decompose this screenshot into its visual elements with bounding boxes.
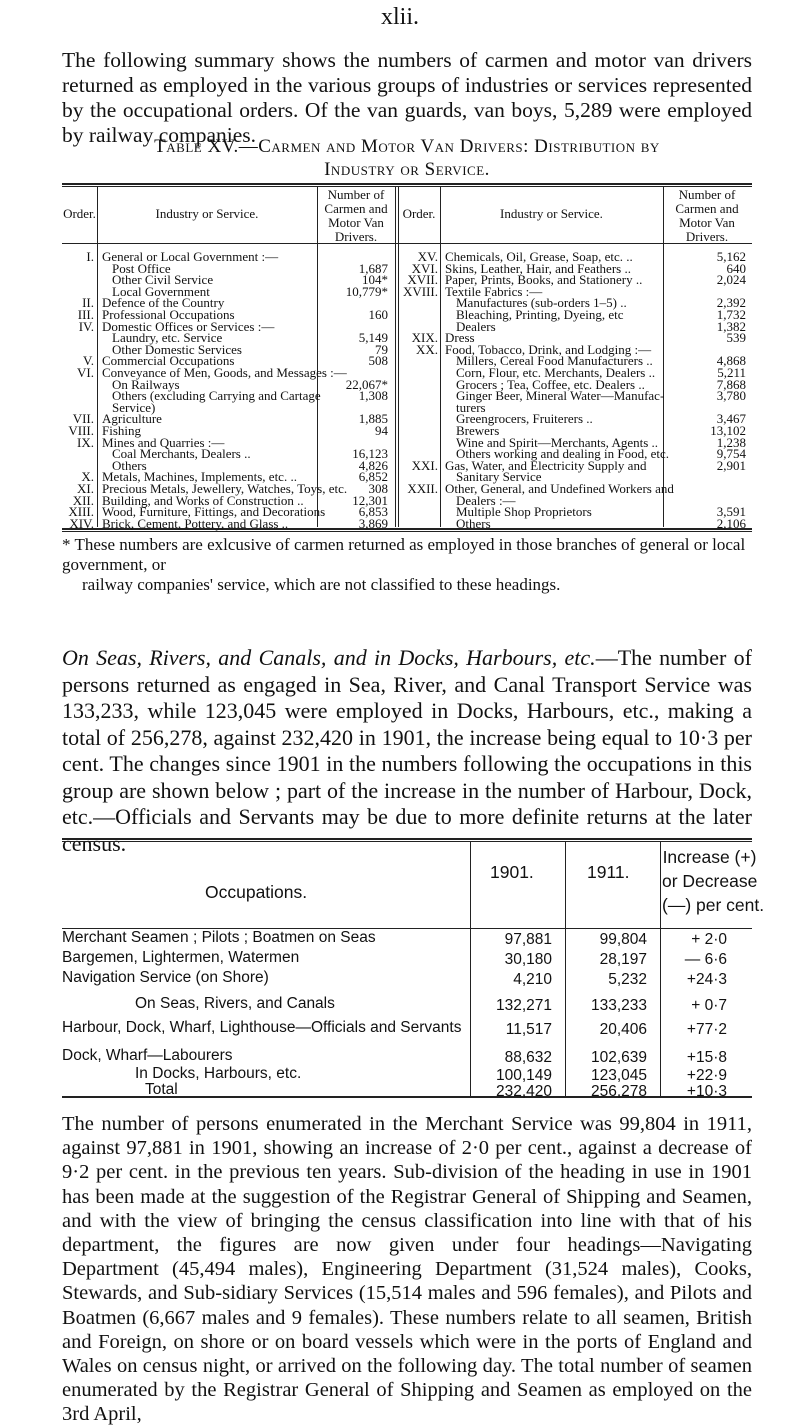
header-industry: Industry or Service.: [500, 206, 603, 221]
carmen-count: 1,885: [358, 411, 388, 427]
header-order: Order.: [402, 206, 436, 221]
table2-divider: [660, 842, 661, 1096]
order-numeral: XI.: [77, 481, 94, 496]
value-1901: 97,881: [504, 931, 552, 948]
industry-label: Agriculture: [102, 411, 162, 427]
order-numeral: XIV.: [69, 515, 94, 531]
table1-header-rule: [62, 243, 752, 244]
percent-change: + 0·7: [691, 997, 727, 1014]
industry-label: Building, and Works of Construction ..: [102, 492, 304, 508]
carmen-count: 2,392: [716, 295, 746, 311]
carmen-count: 94: [375, 423, 388, 438]
carmen-count: 7,868: [716, 376, 746, 392]
order-numeral: XXI.: [411, 457, 438, 473]
carmen-count: 2,024: [716, 272, 746, 288]
occupation-label: Harbour, Dock, Wharf, Lighthouse—Officials and Servants: [62, 1019, 462, 1036]
carmen-count: 22,067*: [345, 376, 388, 392]
value-1911: 20,406: [599, 1021, 647, 1038]
occupation-label: In Docks, Harbours, etc.: [135, 1065, 302, 1082]
industry-label: Other Domestic Services: [112, 341, 242, 357]
industry-label: Other, General, and Undefined Workers and: [445, 481, 674, 496]
carmen-count: 1,238: [716, 434, 746, 450]
industry-label: turers: [456, 399, 486, 415]
industry-label: General or Local Government :—: [102, 249, 279, 264]
carmen-count: 308: [368, 481, 388, 496]
occupation-label: On Seas, Rivers, and Canals: [135, 995, 335, 1012]
header-order: Order.: [63, 206, 96, 221]
order-numeral: XV.: [417, 249, 438, 264]
industry-label: Bleaching, Printing, Dyeing, etc: [456, 307, 624, 322]
page-number: xlii.: [380, 4, 419, 30]
industry-label: Coal Merchants, Dealers ..: [112, 446, 251, 462]
carmen-count: 4,826: [358, 457, 388, 473]
order-numeral: IX.: [77, 434, 94, 450]
value-1911: 123,045: [590, 1067, 647, 1084]
header-change: Increase (+) or Decrease (—) per cent.: [662, 847, 765, 915]
occupation-label: Total: [145, 1081, 178, 1098]
order-numeral: III.: [77, 307, 94, 322]
header-number: Number of Carmen and Motor Van Drivers.: [675, 187, 739, 244]
value-1911: 99,804: [599, 931, 647, 948]
header-1901: 1901.: [490, 862, 534, 882]
carmen-count: 6,853: [358, 504, 388, 520]
percent-change: +77·2: [686, 1021, 727, 1038]
percent-change: +10·3: [686, 1083, 727, 1100]
carmen-count: 5,162: [716, 249, 746, 264]
carmen-count: 104*: [362, 272, 388, 288]
value-1901: 132,271: [495, 997, 552, 1014]
industry-label: Fishing: [102, 423, 142, 438]
carmen-count: 5,149: [358, 330, 388, 346]
industry-label: Post Office: [112, 260, 171, 276]
value-1911: 5,232: [608, 971, 647, 988]
percent-change: — 6·6: [684, 951, 727, 968]
industry-label: Brewers: [456, 423, 500, 438]
table1-divider: [97, 187, 98, 527]
industry-label: Textile Fabrics :—: [445, 283, 543, 299]
percent-change: +24·3: [686, 971, 727, 988]
industry-label: Wine and Spirit—Merchants, Agents ..: [456, 434, 659, 450]
industry-label: Paper, Prints, Books, and Stationery ..: [445, 272, 643, 288]
industry-label: Dealers: [456, 318, 496, 334]
industry-label: Metals, Machines, Implements, etc. ..: [102, 469, 297, 485]
order-numeral: XIII.: [68, 504, 94, 520]
table2-divider: [565, 842, 566, 1096]
carmen-count: 4,868: [716, 353, 746, 369]
percent-change: + 2·0: [691, 931, 727, 948]
carmen-count: 79: [375, 341, 388, 357]
carmen-count: 640: [726, 260, 746, 276]
carmen-count: 1,732: [716, 307, 746, 322]
value-1901: 11,517: [505, 1021, 552, 1038]
percent-change: +15·8: [686, 1049, 727, 1066]
order-numeral: XXII.: [407, 481, 438, 496]
industry-label: Grocers ; Tea, Coffee, etc. Dealers ..: [456, 376, 645, 392]
carmen-count: 3,467: [716, 411, 746, 427]
industry-label: Food, Tobacco, Drink, and Lodging :—: [445, 341, 652, 357]
table2-top-rule: [62, 838, 752, 840]
industry-label: Dealers :—: [456, 492, 516, 508]
order-numeral: XIX.: [411, 330, 438, 346]
docks-paragraph-lead: On Seas, Rivers, and Canals, and in Docks, Harbours, etc.: [62, 645, 596, 670]
value-1901: 100,149: [495, 1067, 552, 1084]
order-numeral: XX.: [415, 341, 438, 357]
merchant-service-paragraph: The number of persons enumerated in the Merchant Service was 99,804 in 1911, against 97,881 in 1901, showing an increase of 2·0 per cent., against a decrease of 9·2 per cent. in the previous ten years. Sub-division of the heading in use in 1901 has been made at the suggestion of the Registrar General of Shipping and Seamen, and with the view of bringing the census classification into line with that of his department, the figures are now given under four headings—Navigating Department (45,494 males), Engineering Department (31,524 males), Cooks, Stewards, and Sub-sidiary Services (15,514 males and 596 females), and Pilots and Boatmen (6,667 males and 9 females). These numbers relate to all seamen, British and Foreign, on shore or on board vessels which were in the ports of England and Wales on census night, or arrived on the following day. The total number of seamen enumerated by the Registrar General of Shipping and Seamen as employed on the 3rd April,: [62, 1113, 752, 1426]
carmen-count: 539: [726, 330, 746, 346]
header-number: Number of Carmen and Motor Van Drivers.: [324, 187, 388, 244]
carmen-count: 1,687: [358, 260, 388, 276]
industry-label: Mines and Quarries :—: [102, 434, 225, 450]
order-numeral: VI.: [77, 365, 94, 380]
order-numeral: XVIII.: [402, 283, 438, 299]
carmen-count: 5,211: [717, 365, 746, 380]
table1-divider: [440, 187, 441, 527]
carmen-count: 10,779*: [345, 283, 388, 299]
table-caption: [62, 135, 752, 181]
carmen-count: 160: [368, 307, 388, 322]
order-numeral: XII.: [72, 492, 94, 508]
table1-top-rule: [62, 183, 752, 185]
industry-label: Laundry, etc. Service: [112, 330, 223, 346]
carmen-count: 3,591: [716, 504, 746, 520]
header-occupations: Occupations.: [205, 882, 308, 902]
docks-paragraph: [62, 645, 752, 857]
industry-label: Chemicals, Oil, Grease, Soap, etc. ..: [445, 249, 633, 264]
order-numeral: VII.: [72, 411, 94, 427]
industry-label: Brick, Cement, Pottery, and Glass ..: [102, 515, 289, 531]
order-numeral: II.: [82, 295, 94, 311]
value-1901: 88,632: [504, 1049, 552, 1066]
industry-label: Precious Metals, Jewellery, Watches, Toys, etc.: [102, 481, 348, 496]
industry-label: Service): [112, 399, 156, 415]
order-numeral: XVII.: [407, 272, 438, 288]
occupation-label: Merchant Seamen ; Pilots ; Boatmen on Seas: [62, 929, 376, 946]
order-numeral: IV.: [78, 318, 94, 334]
carmen-count: 508: [368, 353, 388, 369]
industry-label: Manufactures (sub-orders 1–5) ..: [456, 295, 627, 311]
carmen-count: 3,780: [716, 388, 746, 404]
header-1911: 1911.: [587, 862, 630, 882]
industry-label: Corn, Flour, etc. Merchants, Dealers ..: [456, 365, 656, 380]
value-1911: 28,197: [599, 951, 647, 968]
table1-bottom-rule-2: [62, 531, 752, 532]
carmen-count: 2,901: [716, 457, 746, 473]
table-caption-line-2: Industry or Service.: [324, 159, 490, 180]
value-1901: 4,210: [513, 971, 552, 988]
industry-label: Others: [456, 515, 491, 531]
table1-divider: [398, 187, 399, 527]
carmen-count: 12,301: [352, 492, 388, 508]
header-industry: Industry or Service.: [155, 206, 259, 221]
industry-label: Gas, Water, and Electricity Supply and: [445, 457, 647, 473]
industry-label: Conveyance of Men, Goods, and Messages :—: [102, 365, 347, 380]
value-1901: 30,180: [504, 951, 552, 968]
value-1911: 256,278: [590, 1083, 647, 1100]
industry-label: Dress: [445, 330, 475, 346]
carmen-count: 16,123: [352, 446, 388, 462]
carmen-count: 1,308: [358, 388, 388, 404]
industry-label: Other Civil Service: [112, 272, 214, 288]
industry-label: Others (excluding Carrying and Cartage: [112, 388, 321, 404]
value-1901: 232,420: [495, 1083, 552, 1100]
industry-label: Millers, Cereal Food Manufacturers ..: [456, 353, 653, 369]
carmen-count: 3,869: [358, 515, 388, 531]
industry-label: Others working and dealing in Food, etc.: [456, 446, 670, 462]
value-1911: 102,639: [590, 1049, 647, 1066]
industry-label: Ginger Beer, Mineral Water—Manufac-: [456, 388, 665, 404]
occupation-label: Dock, Wharf—Labourers: [62, 1047, 233, 1064]
percent-change: +22·9: [686, 1067, 727, 1084]
industry-label: Commercial Occupations: [102, 353, 235, 369]
carmen-count: 2,106: [716, 515, 746, 531]
industry-label: On Railways: [112, 376, 180, 392]
order-numeral: VIII.: [68, 423, 94, 438]
carmen-count: 9,754: [716, 446, 746, 462]
order-numeral: I.: [86, 249, 94, 264]
industry-label: Greengrocers, Fruiterers ..: [456, 411, 593, 427]
intro-paragraph: The following summary shows the numbers of carmen and motor van drivers returned as employed in the various groups of industries or services represented by the occupational orders. Of the van guards, van boys, 5,289 were employed by railway companies.: [62, 48, 752, 147]
table1-top-rule-2: [62, 186, 752, 187]
table1-divider: [395, 187, 396, 527]
table-caption-line-1: Table XV.—Carmen and Motor Van Drivers: Distribution by: [154, 136, 660, 157]
table1-footnote: * These numbers are exlcusive of carmen returned as employed in those branches of general or local government, or railway companies' service, which are not classified to these headings.: [62, 535, 746, 594]
carmen-count: 1,382: [716, 318, 746, 334]
carmen-count: 6,852: [358, 469, 388, 485]
occupation-label: Navigation Service (on Shore): [62, 969, 269, 986]
order-numeral: X.: [81, 469, 94, 485]
industry-label: Professional Occupations: [102, 307, 235, 322]
industry-label: Domestic Offices or Services :—: [102, 318, 275, 334]
industry-label: Wood, Furniture, Fittings, and Decorations: [102, 504, 326, 520]
industry-label: Defence of the Country: [102, 295, 225, 311]
industry-label: Skins, Leather, Hair, and Feathers ..: [445, 260, 631, 276]
order-numeral: V.: [83, 353, 94, 369]
docks-paragraph-body: —The number of persons returned as engaged in Sea, River, and Canal Transport Service was 133,233, while 123,045 were employed in Docks, Harbours, etc., making a total of 256,278, against 232,420 in 1901, the increase being equal to 10·3 per cent. The changes since 1901 in the numbers following the occupations in this group are shown below ; part of the increase in the number of Harbour, Dock, etc.—Officials and Servants may be due to more definite returns at the later census.: [62, 645, 752, 856]
occupation-label: Bargemen, Lightermen, Watermen: [62, 949, 300, 966]
carmen-count: 13,102: [710, 423, 746, 438]
industry-label: Multiple Shop Proprietors: [456, 504, 592, 520]
industry-label: Others: [112, 457, 147, 473]
industry-label: Sanitary Service: [456, 469, 542, 485]
value-1911: 133,233: [590, 997, 647, 1014]
table2-top-rule-2: [62, 841, 752, 842]
industry-label: Local Government: [112, 283, 210, 299]
table2-divider: [470, 842, 471, 1096]
order-numeral: XVI.: [411, 260, 438, 276]
